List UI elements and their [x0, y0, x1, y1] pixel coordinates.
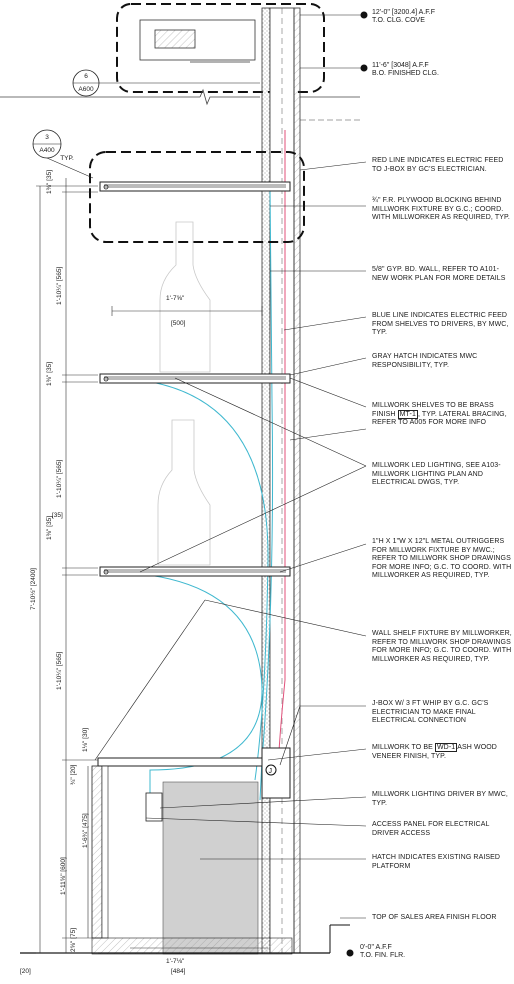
note-millwork-to-be: MILLWORK TO BE — [372, 744, 433, 751]
note-plywood-blocking: ¾" F.R. PLYWOOD BLOCKING BEHIND MILLWORK FIXTURE BY G.C.; COORD. WITH MILLWORKER AS REQUIRED, TYP. — [372, 197, 510, 222]
dim-shelf-small: [35] — [52, 512, 63, 519]
tag-wd1: WD-1 — [436, 744, 456, 751]
dim-side-a-metric: [475] — [82, 813, 89, 828]
dim-overall — [30, 568, 37, 610]
dim-counter-top-metric: [30] — [82, 728, 89, 739]
dim-shelf-depth-imperial: 1'-7⅝" — [166, 295, 185, 302]
dim-counter-front-metric: [20] — [70, 764, 77, 776]
callout-3-sheet: A400 — [39, 147, 55, 154]
dim-space-2-metric: [565] — [56, 459, 63, 475]
callout-3-typ: TYP. — [60, 155, 74, 162]
note-access-panel: ACCESS PANEL FOR ELECTRICAL DRIVER ACCESS — [372, 821, 490, 837]
dim-counter-top-imperial: 1⅛" — [82, 740, 89, 752]
dim-shelf-2-metric: [35] — [46, 362, 53, 373]
dim-space-3-metric: [565] — [56, 651, 63, 667]
ghost-bottles — [158, 222, 210, 565]
clg-cove-label: T.O. CLG. COVE — [372, 17, 425, 25]
j-box-housing — [262, 748, 290, 798]
floor-label: T.O. FIN. FLR. — [360, 952, 406, 960]
note-ash-veneer: ASH WOOD VENEER FINISH, TYP. — [372, 744, 497, 760]
callout-6-number: 6 — [84, 73, 88, 80]
shelf-depth-dims — [112, 306, 262, 316]
floor-elevation: 0'-0" A.F.F — [360, 944, 392, 951]
note-gyp-wall: 5/8" GYP. BD. WALL, REFER TO A101-NEW WORK PLAN FOR MORE DETAILS — [372, 266, 506, 282]
callout-6-sheet: A600 — [78, 86, 94, 93]
finished-clg-label: B.O. FINISHED CLG. — [372, 70, 439, 78]
dim-shelf-3-metric: [35] — [46, 516, 53, 527]
clg-cove-level — [372, 9, 435, 26]
lighting-driver — [146, 793, 162, 821]
note-raised-platform: HATCH INDICATES EXISTING RAISED PLATFORM — [372, 854, 501, 870]
note-brass-shelves — [372, 402, 512, 428]
note-brass-text: MILLWORK SHELVES TO BE BRASS FINISH — [372, 402, 494, 418]
dim-shelf-3 — [46, 516, 53, 540]
callout-3-number: 3 — [45, 134, 49, 141]
level-markers — [347, 12, 368, 957]
dim-bottom-small: [20] — [20, 968, 31, 975]
dim-counter-top — [82, 728, 89, 752]
dim-space-3-imperial: 1'-10¼" — [56, 668, 63, 690]
dim-side-b-imperial: 1'-11⅝" — [60, 873, 67, 895]
clg-cove-elevation: 12'-0" [3200.4] A.F.F — [372, 9, 435, 16]
dim-base — [70, 928, 77, 952]
dim-counter-front — [70, 765, 77, 785]
tag-mt1: MT-1 — [399, 410, 416, 418]
note-red-line: RED LINE INDICATES ELECTRIC FEED TO J-BOX BY GC'S ELECTRICIAN. — [372, 157, 504, 173]
dim-space-2 — [56, 460, 63, 498]
note-gray-hatch: GRAY HATCH INDICATES MWC RESPONSIBILITY, TYP. — [372, 353, 478, 369]
dim-space-3 — [56, 652, 63, 690]
finished-clg-elevation: 11'-6" [3048] A.F.F — [372, 62, 429, 69]
blue-feed-1 — [110, 187, 273, 800]
shelf-3 — [100, 567, 290, 576]
dim-counter-depth-metric: [484] — [171, 968, 186, 975]
dim-base-metric: [75] — [70, 928, 77, 939]
finished-clg-level — [372, 62, 439, 79]
j-box-letter: J — [268, 768, 272, 775]
dim-side-a-imperial: 1'-6¾" — [82, 829, 89, 848]
note-led-lighting: MILLWORK LED LIGHTING, SEE A103-MILLWORK LIGHTING PLAN AND ELECTRICAL DWGS, TYP. — [372, 462, 501, 487]
note-outriggers: 1"H X 1"W X 12"L METAL OUTRIGGERS FOR MILLWORK FIXTURE BY MWC.; REFER TO MILLWORK SHOP DRAWINGS FOR MORE INFO; G.C. TO COORD. WITH MILLWORKER AS REQUIRED, TYP. — [372, 538, 512, 580]
note-lateral-bracing: , TYP. LATERAL BRACING, REFER TO A005 FOR MORE INFO — [372, 410, 507, 427]
dim-shelf-depth-metric: [500] — [171, 320, 186, 327]
shelf-2 — [100, 374, 290, 383]
dim-space-1-metric: [565] — [56, 266, 63, 282]
dim-shelf-2-imperial: 1⅜" — [46, 374, 53, 386]
blue-feed-2 — [110, 378, 268, 780]
dim-top-gap-metric: [35] — [46, 170, 53, 181]
note-wall-shelf-fixture: WALL SHELF FIXTURE BY MILLWORKER, REFER TO MILLWORK SHOP DRAWINGS FOR MORE INFO; G.C. TO COORD. WITH MILLWORKER AS REQUIRED, TYP. — [372, 630, 512, 663]
shelf-1 — [100, 182, 290, 191]
dim-overall-metric: [2400] — [30, 568, 37, 587]
dim-space-1 — [56, 267, 63, 305]
note-top-of-sales-floor: TOP OF SALES AREA FINISH FLOOR — [372, 914, 497, 921]
dim-top-gap — [46, 170, 53, 194]
note-j-box: J-BOX W/ 3 FT WHIP BY G.C. GC'S ELECTRICIAN TO MAKE FINAL ELECTRICAL CONNECTION — [372, 700, 489, 725]
gypsum-wall — [262, 8, 300, 953]
note-wood-veneer — [372, 744, 512, 761]
gray-hatch-area — [163, 782, 258, 954]
dim-side-a — [82, 813, 89, 848]
dim-side-b-metric: [600] — [60, 857, 67, 872]
note-blue-line: BLUE LINE INDICATES ELECTRIC FEED FROM SHELVES TO DRIVERS, BY MWC, TYP. — [372, 312, 509, 337]
note-lighting-driver: MILLWORK LIGHTING DRIVER BY MWC, TYP. — [372, 791, 508, 807]
dim-space-2-imperial: 1'-10¼" — [56, 476, 63, 498]
dim-shelf-3-imperial: 1⅜" — [46, 528, 53, 540]
dim-counter-front-imperial: ¾" — [70, 777, 77, 785]
dim-counter-depth-imperial: 1'-7⅛" — [166, 958, 185, 965]
dim-space-1-imperial: 1'-10¼" — [56, 283, 63, 305]
dim-shelf-2 — [46, 362, 53, 386]
dim-top-gap-imperial: 1⅜" — [46, 182, 53, 194]
dim-base-imperial: 2⅝" — [70, 940, 77, 952]
dim-side-b — [60, 857, 67, 895]
dim-overall-imperial: 7'-10½" — [30, 588, 37, 610]
floor-level — [360, 944, 405, 961]
